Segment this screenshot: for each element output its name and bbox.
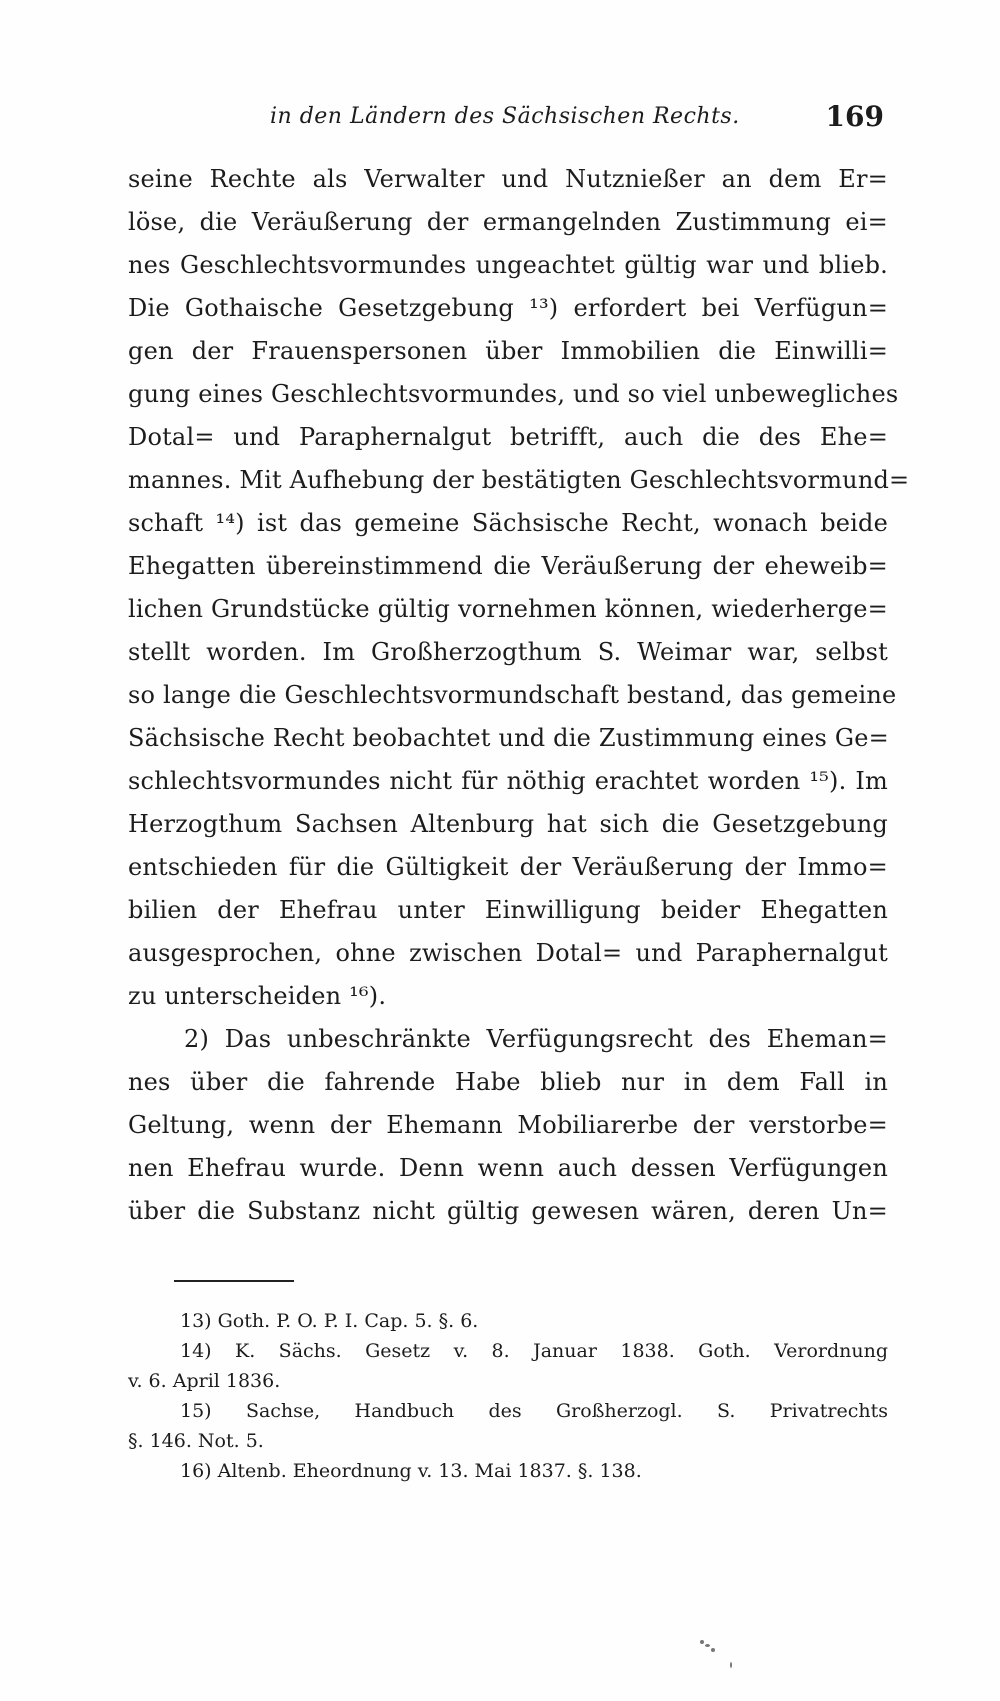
footnote-15: 15) Sachse, Handbuch des Großherzogl. S. Privatrechts <box>180 1400 888 1422</box>
text-line: nes Geschlechtsvormundes ungeachtet gültig war und blieb. <box>128 251 888 279</box>
footnotes <box>128 1306 888 1486</box>
text-line: lichen Grundstücke gültig vornehmen können, wiederherge= <box>128 595 888 623</box>
ink-speck-marks <box>700 1640 740 1670</box>
text-line: Dotal= und Paraphernalgut betrifft, auch die des Ehe= <box>128 423 888 451</box>
text-line: seine Rechte als Verwalter und Nutznießer an dem Er= <box>128 165 888 193</box>
text-line-paragraph-start: 2) Das unbeschränkte Verfügungsrecht des Eheman= <box>184 1025 888 1053</box>
body-text <box>128 158 910 1233</box>
text-line: Die Gothaische Gesetzgebung ¹³) erfordert bei Verfügun= <box>128 294 888 322</box>
page-number: 169 <box>825 100 884 133</box>
running-title: in den Ländern des Sächsischen Rechts. <box>270 104 740 129</box>
text-line: nes über die fahrende Habe blieb nur in dem Fall in <box>128 1068 888 1096</box>
text-line: gung eines Geschlechtsvormundes, und so viel unbewegliches <box>128 380 899 408</box>
text-line: entschieden für die Gültigkeit der Veräußerung der Immo= <box>128 853 888 881</box>
text-line: bilien der Ehefrau unter Einwilligung beider Ehegatten <box>128 896 888 924</box>
text-line: Sächsische Recht beobachtet und die Zustimmung eines Ge= <box>128 724 889 752</box>
footnote-separator <box>174 1280 294 1282</box>
footnote-14-continued: v. 6. April 1836. <box>128 1370 281 1392</box>
text-line: zu unterscheiden ¹⁶). <box>128 982 387 1010</box>
text-line: ausgesprochen, ohne zwischen Dotal= und Paraphernalgut <box>128 939 888 967</box>
text-line: löse, die Veräußerung der ermangelnden Zustimmung ei= <box>128 208 888 236</box>
footnote-14: 14) K. Sächs. Gesetz v. 8. Januar 1838. Goth. Verordnung <box>180 1340 888 1362</box>
text-line: Ehegatten übereinstimmend die Veräußerung der eheweib= <box>128 552 888 580</box>
text-line: Herzogthum Sachsen Altenburg hat sich die Gesetzgebung <box>128 810 888 838</box>
footnote-13: 13) Goth. P. O. P. I. Cap. 5. §. 6. <box>180 1310 479 1332</box>
text-line: mannes. Mit Aufhebung der bestätigten Geschlechtsvormund= <box>128 466 910 494</box>
footnote-16: 16) Altenb. Eheordnung v. 13. Mai 1837. §. 138. <box>180 1460 642 1482</box>
text-line: nen Ehefrau wurde. Denn wenn auch dessen Verfügungen <box>128 1154 888 1182</box>
text-line: stellt worden. Im Großherzogthum S. Weimar war, selbst <box>128 638 888 666</box>
running-head <box>120 100 884 144</box>
text-line: schaft ¹⁴) ist das gemeine Sächsische Recht, wonach beide <box>128 509 888 537</box>
footnote-15-continued: §. 146. Not. 5. <box>128 1430 264 1452</box>
text-line: Geltung, wenn der Ehemann Mobiliarerbe der verstorbe= <box>128 1111 888 1139</box>
text-line: gen der Frauenspersonen über Immobilien die Einwilli= <box>128 337 888 365</box>
text-line: über die Substanz nicht gültig gewesen wären, deren Un= <box>128 1197 888 1225</box>
text-line: so lange die Geschlechtsvormundschaft bestand, das gemeine <box>128 681 897 709</box>
text-line: schlechtsvormundes nicht für nöthig erachtet worden ¹⁵). Im <box>128 767 888 795</box>
